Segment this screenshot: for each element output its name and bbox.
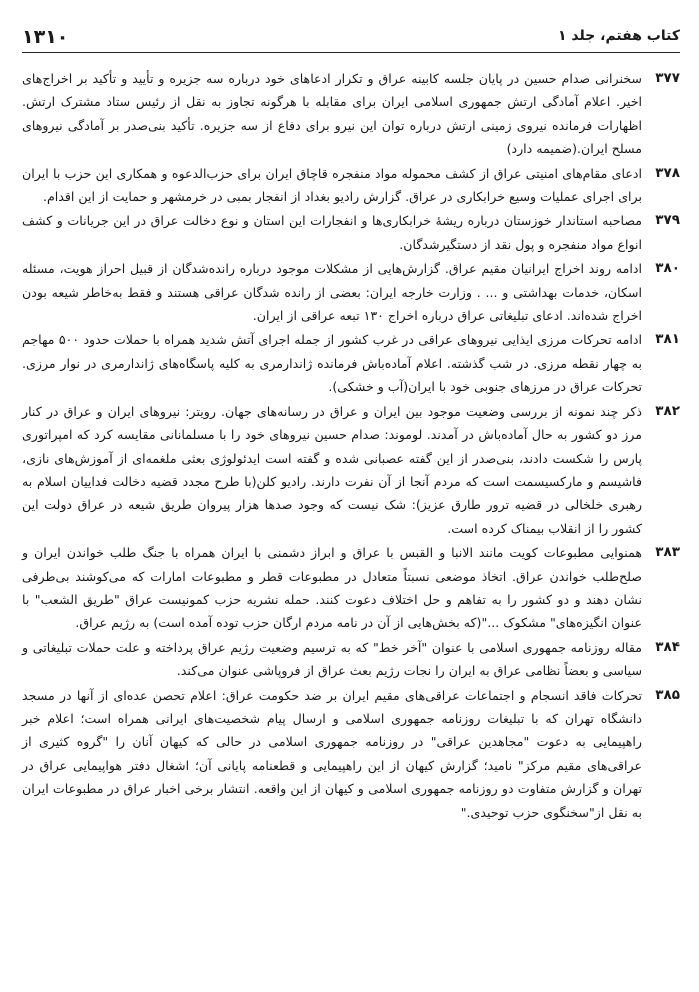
entry-384 xyxy=(22,636,680,683)
entry-text: تحرکات فاقد انسجام و اجتماعات عراقی‌های مقیم ایران بر ضد حکومت عراق: اعلام تحصن عده‌ای از آنها در مسجد دانشگاه تهران که با تبلیغات روزنامه جمهوری اسلامی و ارسال پیام شخصیت‌های ایرانی همراه است؛ اعلام خبر راهپیمایی به دعوت "مجاهدین عراقی" در روزنامه جمهوری اسلامی در حالی که کیهان آنان را "گروه کثیری از عراقی‌های مقیم مرکز" نامید؛ گزارش کیهان از این راهپیمایی و قطعنامه پایانی آن؛ اشغال دفتر هواپیمایی عراق در تهران و گزارش متفاوت دو روزنامه جمهوری اسلامی و کیهان از این واقعه. انتشار برخی اخبار عراق در مطبوعات ایران به نقل از"سخنگوی حزب توحیدی." xyxy=(22,687,642,820)
page-number: ۱۳۱۰ xyxy=(22,26,69,48)
entry-377 xyxy=(22,67,680,161)
entry-number: ۳۸۱ xyxy=(655,331,680,348)
entry-text: ادامه تحرکات مرزی ایذایی نیروهای عراقی در غرب کشور از جمله اجرای آتش شدید همراه با حملات حدود ۵۰۰ مهاجم به چهار نقطه مرزی. در شب گذشته. اعلام آماده‌باش فرمانده ژاندارمری به کلیه پاسگاه‌های ژاندارمری در نوار مرزی. تحرکات عراق در مرزهای جنوبی خود با ایران(آب و خشکی). xyxy=(22,332,642,395)
entry-number: ۳۷۹ xyxy=(655,212,680,229)
entry-text: مصاحبه استاندار خوزستان درباره ریشهٔ خرابکاری‌ها و انفجارات این استان و نوع دخالت عراق در این جریانات و کشف انواع مواد منفجره و پول نقد از دستگیرشدگان. xyxy=(22,213,642,252)
entry-381 xyxy=(22,328,680,398)
entry-378 xyxy=(22,162,680,209)
entry-text: مقاله روزنامه جمهوری اسلامی با عنوان "آخر خط" که به ترسیم وضعیت رژیم عراق پرداخته و علت حملات تبلیغاتی و سیاسی و بعضاً نظامی عراق به ایران را نجات رژیم بعث عراق از فروپاشی عنوان می‌کند. xyxy=(22,639,642,679)
entry-number: ۳۸۴ xyxy=(655,638,680,655)
entry-number: ۳۸۳ xyxy=(655,544,680,561)
entry-382 xyxy=(22,400,680,540)
entry-number: ۳۷۸ xyxy=(655,164,680,181)
entry-number: ۳۸۵ xyxy=(655,686,680,703)
entry-number: ۳۷۷ xyxy=(655,70,680,86)
entry-number: ۳۸۰ xyxy=(655,260,680,277)
entry-list xyxy=(22,67,680,824)
entry-379 xyxy=(22,209,680,256)
entry-text: ادعای مقام‌های امنیتی عراق از کشف محموله مواد منفجره قاچاق ایران برای حزب‌الدعوه و همکاری این حزب با ایران برای اجرای عملیات وسیع خرابکاری در عراق. گزارش رادیو بغداد از انفجار بمبی در خرمشهر و حمایت از این اقدام. xyxy=(22,165,642,205)
document-page xyxy=(22,26,680,976)
entry-number: ۳۸۲ xyxy=(655,402,680,419)
entry-383 xyxy=(22,541,680,635)
entry-380 xyxy=(22,257,680,327)
entry-text: ادامه روند اخراج ایرانیان مقیم عراق. گزارش‌هایی از مشکلات موجود درباره رانده‌شدگان از قبیل احراز هویت، مسئله اسکان، خدمات بهداشتی و ... . وزارت خارجه ایران: بعضی از رانده شدگان عراقی هستند و فقط به‌خاطر شیعه بودن اخراج شده‌اند. ادعای تبلیغاتی عراق درباره اخراج ۱۳۰ تبعه عراقی از ایران. xyxy=(22,261,642,324)
entry-385 xyxy=(22,684,680,824)
book-title: کتاب هفتم، جلد ۱ xyxy=(557,28,680,44)
entry-text: همنوایی مطبوعات کویت مانند الانبا و القبس با عراق و ابراز دشمنی با ایران همراه با جنگ طلب خواندن ایران و صلح‌طلب خواندن عراق. اتخاذ موضعی نسبتاً متعادل در مطبوعات قطر و مطبوعات امارات که می‌کوشند بی‌طرفی نشان دهند و دو کشور را به تفاهم و حل اختلاف دعوت کنند. حمله نشریه حزب کمونیست عراق "طریق الشعب" با عنوان انگیزه‌های" مشکوک ..."(که بخش‌هایی از آن در نامه مردم ارگان حزب توده آمده است) به رژیم عراق. xyxy=(22,545,642,631)
entry-text: سخنرانی صدام حسین در پایان جلسه کابینه عراق و تکرار ادعاهای خود درباره سه جزیره و تأیید و تأکید بر اخراج‌های اخیر. اعلام آمادگی ارتش جمهوری اسلامی ایران برای مقابله با هرگونه تجاوز به نقل از رئیس ستاد مشترک ارتش. اظهارات فرمانده نیروی زمینی ارتش درباره توان این نیرو برای دفاع از سه جزیره. تأکید بنی‌صدر بر آمادگی نیروهای مسلح ایران.(ضمیمه دارد) xyxy=(22,71,642,157)
page-header xyxy=(22,26,680,53)
entry-text: ذکر چند نمونه از بررسی وضعیت موجود بین ایران و عراق در رسانه‌های جهان. رویتر: نیروهای ایران و عراق در کنار مرز دو کشور به حال آماده‌باش در آمدند. لوموند: صدام حسین نیروهای خود را با مسلمانانی مقایسه کرد که امپراتوری پارس را شکست دادند، بنی‌صدر از این گفته عصبانی شده و گفته است ایدئولوژی بعثی ملغمه‌ای از آموزش‌های نازی، فاشیسم و مارکسیسمت است که مردم آنجا از آن نفرت دارند. رادیو کلن(با طرح مجدد قضیه دخالت فداییان اسلام به رهبری خلخالی در قضیه ترور طارق عزیز): شک نیست که وجود صدها هزار پیروان طریق شیعه در عراق دولت این کشور را از انقلاب بیمناک کرده است. xyxy=(22,403,642,536)
